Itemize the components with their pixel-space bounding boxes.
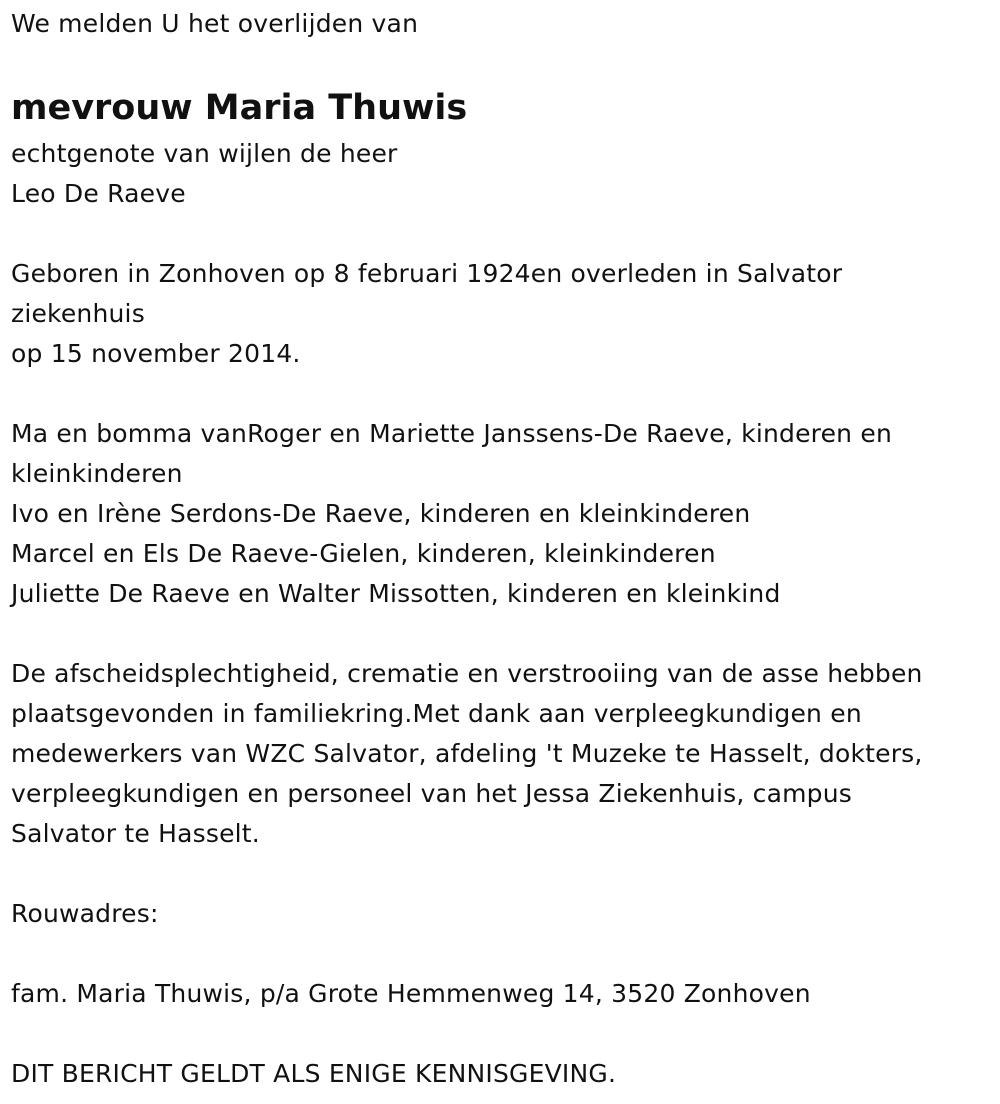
paragraph-line: Salvator te Hasselt. <box>11 819 260 848</box>
paragraph-line: Ivo en Irène Serdons-De Raeve, kinderen en kleinkinderen <box>11 499 751 528</box>
spouse-line: echtgenote van wijlen de heer <box>11 139 398 168</box>
spacer <box>11 614 986 654</box>
paragraph-line: plaatsgevonden in familiekring.Met dank aan verpleegkundigen en <box>11 699 862 728</box>
address-label: Rouwadres: <box>11 899 159 928</box>
closing-notice: DIT BERICHT GELDT ALS ENIGE KENNISGEVING. <box>11 1059 617 1088</box>
paragraph-line: Juliette De Raeve en Walter Missotten, kinderen en kleinkind <box>11 579 781 608</box>
spouse-name: Leo De Raeve <box>11 179 186 208</box>
paragraph-line: De afscheidsplechtigheid, crematie en verstrooiing van de asse hebben <box>11 659 923 688</box>
paragraph-line: kleinkinderen <box>11 459 183 488</box>
birth-death-paragraph <box>11 254 986 374</box>
intro-text: We melden U het overlijden van <box>11 9 419 38</box>
deceased-name: mevrouw Maria Thuwis <box>11 88 468 128</box>
spacer <box>11 1014 986 1054</box>
paragraph-line: medewerkers van WZC Salvator, afdeling 't Muzeke te Hasselt, dokters, <box>11 739 923 768</box>
paragraph-line: Ma en bomma vanRoger en Mariette Janssens-De Raeve, kinderen en <box>11 419 892 448</box>
spacer <box>11 214 986 254</box>
paragraph-line: Marcel en Els De Raeve-Gielen, kinderen, kleinkinderen <box>11 539 716 568</box>
family-paragraph <box>11 414 986 614</box>
paragraph-line: op 15 november 2014. <box>11 339 301 368</box>
paragraph-line: Geboren in Zonhoven op 8 februari 1924en overleden in Salvator <box>11 259 843 288</box>
spacer <box>11 374 986 414</box>
ceremony-paragraph <box>11 654 986 854</box>
death-notice <box>11 4 986 1094</box>
spacer <box>11 934 986 974</box>
paragraph-line: verpleegkundigen en personeel van het Jessa Ziekenhuis, campus <box>11 779 853 808</box>
spacer <box>11 854 986 894</box>
address-text: fam. Maria Thuwis, p/a Grote Hemmenweg 14, 3520 Zonhoven <box>11 979 811 1008</box>
paragraph-line: ziekenhuis <box>11 299 145 328</box>
